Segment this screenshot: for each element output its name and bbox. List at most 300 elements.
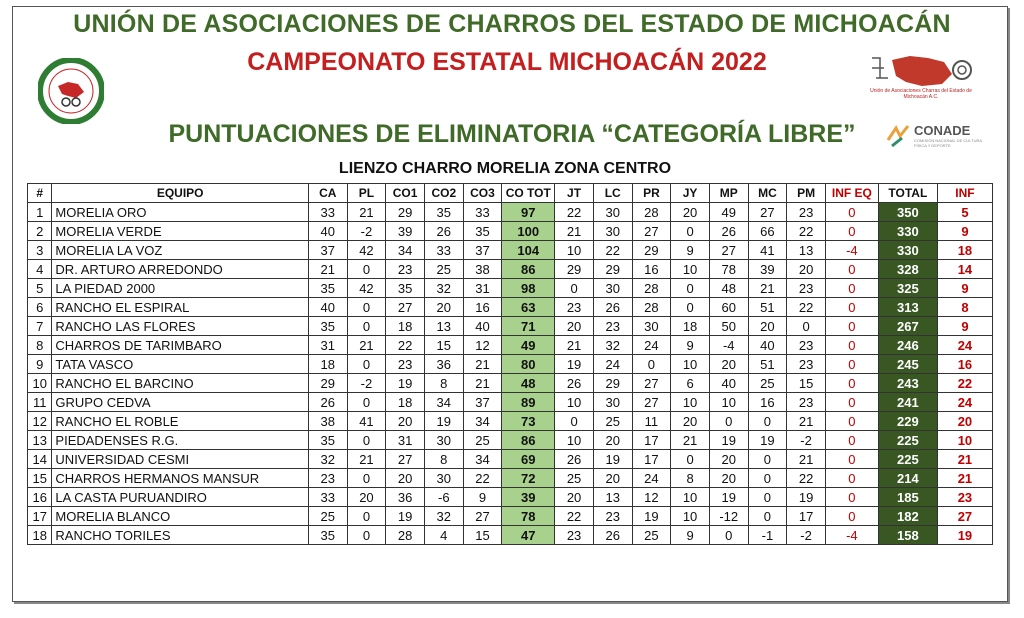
cell-lc: 30	[593, 222, 632, 241]
cell-co3: 15	[463, 526, 502, 545]
cell-mc: 21	[748, 279, 787, 298]
cell-co1: 18	[386, 393, 425, 412]
cell-co-tot: 39	[502, 488, 555, 507]
cell-jy: 18	[671, 317, 710, 336]
column-header-co1: CO1	[386, 184, 425, 203]
cell-total: 214	[878, 469, 937, 488]
cell-inf-eq: 0	[825, 222, 878, 241]
cell-jt: 0	[555, 279, 594, 298]
cell-jy: 21	[671, 431, 710, 450]
cell-total: 225	[878, 450, 937, 469]
cell-pl: 0	[347, 355, 386, 374]
cell-total: 182	[878, 507, 937, 526]
column-header-inf-eq: INF EQ	[825, 184, 878, 203]
cell-mc: 16	[748, 393, 787, 412]
table-row	[28, 298, 993, 317]
cell-jy: 0	[671, 450, 710, 469]
cell-equipo: RANCHO LAS FLORES	[52, 317, 309, 336]
cell-jt: 26	[555, 374, 594, 393]
cell-ca: 32	[308, 450, 347, 469]
cell-pl: 0	[347, 393, 386, 412]
cell-mc: 40	[748, 336, 787, 355]
cell-co1: 27	[386, 450, 425, 469]
cell-co2: 15	[424, 336, 463, 355]
cell-mc: 0	[748, 507, 787, 526]
cell-num: 18	[28, 526, 52, 545]
cell-jy: 10	[671, 355, 710, 374]
cell-pm: 17	[787, 507, 826, 526]
cell-co1: 34	[386, 241, 425, 260]
cell-co-tot: 86	[502, 431, 555, 450]
cell-ca: 38	[308, 412, 347, 431]
cell-mc: 51	[748, 298, 787, 317]
cell-pl: 0	[347, 298, 386, 317]
cell-mc: -1	[748, 526, 787, 545]
cell-co1: 23	[386, 260, 425, 279]
cell-lc: 13	[593, 488, 632, 507]
cell-lc: 30	[593, 279, 632, 298]
cell-co2: 8	[424, 450, 463, 469]
cell-co-tot: 71	[502, 317, 555, 336]
cell-co3: 38	[463, 260, 502, 279]
cell-co3: 16	[463, 298, 502, 317]
cell-total: 229	[878, 412, 937, 431]
cell-co1: 31	[386, 431, 425, 450]
column-header-pl: PL	[347, 184, 386, 203]
cell-co2: 30	[424, 431, 463, 450]
cell-jt: 23	[555, 526, 594, 545]
cell-total: 246	[878, 336, 937, 355]
table-row	[28, 355, 993, 374]
column-header-lc: LC	[593, 184, 632, 203]
cell-equipo: GRUPO CEDVA	[52, 393, 309, 412]
cell-inf: 19	[937, 526, 992, 545]
cell-mp: 26	[709, 222, 748, 241]
cell-total: 225	[878, 431, 937, 450]
cell-jt: 21	[555, 222, 594, 241]
cell-co-tot: 100	[502, 222, 555, 241]
column-header-co2: CO2	[424, 184, 463, 203]
cell-lc: 22	[593, 241, 632, 260]
cell-inf-eq: 0	[825, 374, 878, 393]
cell-inf: 22	[937, 374, 992, 393]
cell-ca: 26	[308, 393, 347, 412]
cell-jt: 10	[555, 431, 594, 450]
cell-pl: 0	[347, 431, 386, 450]
cell-num: 15	[28, 469, 52, 488]
cell-lc: 29	[593, 374, 632, 393]
cell-equipo: RANCHO TORILES	[52, 526, 309, 545]
cell-num: 13	[28, 431, 52, 450]
cell-ca: 37	[308, 241, 347, 260]
cell-jt: 19	[555, 355, 594, 374]
cell-mp: 40	[709, 374, 748, 393]
cell-pm: 21	[787, 412, 826, 431]
cell-mc: 0	[748, 450, 787, 469]
cell-total: 330	[878, 222, 937, 241]
cell-inf: 27	[937, 507, 992, 526]
cell-inf: 9	[937, 317, 992, 336]
cell-num: 4	[28, 260, 52, 279]
cell-co2: 30	[424, 469, 463, 488]
cell-equipo: RANCHO EL BARCINO	[52, 374, 309, 393]
cell-jt: 10	[555, 241, 594, 260]
cell-inf: 9	[937, 222, 992, 241]
cell-jy: 0	[671, 222, 710, 241]
cell-inf-eq: 0	[825, 450, 878, 469]
cell-pl: 0	[347, 507, 386, 526]
cell-pl: -2	[347, 222, 386, 241]
cell-inf: 16	[937, 355, 992, 374]
cell-inf: 24	[937, 393, 992, 412]
cell-jt: 22	[555, 203, 594, 222]
cell-pr: 12	[632, 488, 671, 507]
cell-num: 14	[28, 450, 52, 469]
cell-co-tot: 69	[502, 450, 555, 469]
cell-pr: 27	[632, 393, 671, 412]
cell-co1: 35	[386, 279, 425, 298]
cell-mp: -4	[709, 336, 748, 355]
cell-inf-eq: 0	[825, 412, 878, 431]
cell-co2: 8	[424, 374, 463, 393]
cell-co2: 36	[424, 355, 463, 374]
cell-inf: 20	[937, 412, 992, 431]
cell-co3: 37	[463, 393, 502, 412]
cell-pr: 0	[632, 355, 671, 374]
cell-lc: 19	[593, 450, 632, 469]
cell-num: 7	[28, 317, 52, 336]
cell-co1: 28	[386, 526, 425, 545]
cell-mp: 0	[709, 526, 748, 545]
cell-pl: 0	[347, 526, 386, 545]
cell-co-tot: 98	[502, 279, 555, 298]
cell-inf-eq: 0	[825, 260, 878, 279]
cell-mc: 19	[748, 431, 787, 450]
cell-pl: 21	[347, 336, 386, 355]
cell-inf-eq: 0	[825, 488, 878, 507]
cell-pm: 23	[787, 279, 826, 298]
cell-pr: 30	[632, 317, 671, 336]
column-header-jy: JY	[671, 184, 710, 203]
cell-co-tot: 72	[502, 469, 555, 488]
cell-total: 330	[878, 241, 937, 260]
cell-inf: 23	[937, 488, 992, 507]
cell-inf: 9	[937, 279, 992, 298]
cell-co1: 36	[386, 488, 425, 507]
cell-co1: 29	[386, 203, 425, 222]
table-row	[28, 317, 993, 336]
championship-subtitle: CAMPEONATO ESTATAL MICHOACÁN 2022	[247, 48, 767, 76]
cell-co3: 37	[463, 241, 502, 260]
cell-co3: 9	[463, 488, 502, 507]
cell-inf: 5	[937, 203, 992, 222]
cell-jt: 26	[555, 450, 594, 469]
cell-equipo: RANCHO EL ROBLE	[52, 412, 309, 431]
cell-co2: 32	[424, 507, 463, 526]
cell-mc: 51	[748, 355, 787, 374]
cell-inf: 21	[937, 450, 992, 469]
cell-equipo: MORELIA VERDE	[52, 222, 309, 241]
cell-ca: 21	[308, 260, 347, 279]
table-row	[28, 279, 993, 298]
cell-mp: 60	[709, 298, 748, 317]
cell-co2: 35	[424, 203, 463, 222]
cell-pr: 27	[632, 222, 671, 241]
cell-co2: 26	[424, 222, 463, 241]
cell-co-tot: 86	[502, 260, 555, 279]
cell-mp: 20	[709, 469, 748, 488]
cell-inf-eq: -4	[825, 241, 878, 260]
cell-num: 6	[28, 298, 52, 317]
cell-pm: 23	[787, 355, 826, 374]
cell-total: 158	[878, 526, 937, 545]
cell-jy: 10	[671, 507, 710, 526]
cell-pl: 42	[347, 241, 386, 260]
cell-co2: 20	[424, 298, 463, 317]
table-row	[28, 374, 993, 393]
cell-equipo: UNIVERSIDAD CESMI	[52, 450, 309, 469]
cell-jt: 0	[555, 412, 594, 431]
cell-pr: 19	[632, 507, 671, 526]
table-row	[28, 469, 993, 488]
cell-pm: 0	[787, 317, 826, 336]
cell-pr: 28	[632, 298, 671, 317]
cell-lc: 30	[593, 393, 632, 412]
table-row	[28, 260, 993, 279]
cell-inf-eq: 0	[825, 336, 878, 355]
cell-pm: 20	[787, 260, 826, 279]
cell-jt: 20	[555, 317, 594, 336]
cell-mp: 27	[709, 241, 748, 260]
cell-pl: 20	[347, 488, 386, 507]
cell-equipo: TATA VASCO	[52, 355, 309, 374]
cell-inf-eq: 0	[825, 469, 878, 488]
cell-jy: 8	[671, 469, 710, 488]
cell-co-tot: 63	[502, 298, 555, 317]
cell-mc: 39	[748, 260, 787, 279]
cell-co1: 23	[386, 355, 425, 374]
cell-mp: 50	[709, 317, 748, 336]
cell-co-tot: 48	[502, 374, 555, 393]
cell-inf-eq: 0	[825, 203, 878, 222]
cell-num: 12	[28, 412, 52, 431]
cell-total: 350	[878, 203, 937, 222]
column-header-mp: MP	[709, 184, 748, 203]
column-header-equipo: EQUIPO	[52, 184, 309, 203]
cell-jt: 29	[555, 260, 594, 279]
cell-ca: 40	[308, 298, 347, 317]
cell-co-tot: 104	[502, 241, 555, 260]
cell-mc: 0	[748, 488, 787, 507]
cell-mp: 19	[709, 488, 748, 507]
column-header-total: TOTAL	[878, 184, 937, 203]
cell-co1: 39	[386, 222, 425, 241]
cell-total: 241	[878, 393, 937, 412]
cell-jy: 10	[671, 488, 710, 507]
cell-num: 16	[28, 488, 52, 507]
cell-ca: 33	[308, 203, 347, 222]
cell-pl: 0	[347, 260, 386, 279]
table-row	[28, 241, 993, 260]
cell-pr: 17	[632, 431, 671, 450]
cell-jy: 20	[671, 412, 710, 431]
cell-lc: 23	[593, 507, 632, 526]
cell-pm: 21	[787, 450, 826, 469]
cell-pr: 16	[632, 260, 671, 279]
cell-pr: 25	[632, 526, 671, 545]
cell-inf-eq: 0	[825, 317, 878, 336]
venue-title: LIENZO CHARRO MORELIA ZONA CENTRO	[338, 160, 672, 177]
cell-total: 267	[878, 317, 937, 336]
cell-total: 328	[878, 260, 937, 279]
cell-co3: 22	[463, 469, 502, 488]
cell-num: 10	[28, 374, 52, 393]
cell-co-tot: 89	[502, 393, 555, 412]
column-header-co-tot: CO TOT	[502, 184, 555, 203]
cell-co3: 12	[463, 336, 502, 355]
cell-ca: 35	[308, 431, 347, 450]
table-row	[28, 393, 993, 412]
cell-ca: 33	[308, 488, 347, 507]
cell-pm: 23	[787, 336, 826, 355]
cell-co2: 19	[424, 412, 463, 431]
cell-pr: 11	[632, 412, 671, 431]
cell-co1: 18	[386, 317, 425, 336]
table-row	[28, 431, 993, 450]
cell-ca: 23	[308, 469, 347, 488]
cell-jt: 20	[555, 488, 594, 507]
cell-num: 9	[28, 355, 52, 374]
table-body	[28, 203, 993, 545]
cell-inf-eq: 0	[825, 507, 878, 526]
cell-co2: -6	[424, 488, 463, 507]
cell-co2: 4	[424, 526, 463, 545]
cell-pr: 17	[632, 450, 671, 469]
cell-jy: 10	[671, 260, 710, 279]
cell-pr: 28	[632, 279, 671, 298]
column-header-co3: CO3	[463, 184, 502, 203]
cell-jy: 0	[671, 279, 710, 298]
cell-jy: 20	[671, 203, 710, 222]
cell-co1: 20	[386, 412, 425, 431]
cell-co1: 20	[386, 469, 425, 488]
cell-co3: 34	[463, 450, 502, 469]
cell-num: 11	[28, 393, 52, 412]
cell-total: 325	[878, 279, 937, 298]
cell-mc: 41	[748, 241, 787, 260]
cell-mc: 27	[748, 203, 787, 222]
cell-ca: 40	[308, 222, 347, 241]
cell-inf-eq: 0	[825, 298, 878, 317]
cell-co3: 25	[463, 431, 502, 450]
cell-equipo: MORELIA LA VOZ	[52, 241, 309, 260]
cell-pl: -2	[347, 374, 386, 393]
cell-ca: 29	[308, 374, 347, 393]
cell-co1: 19	[386, 374, 425, 393]
cell-mp: 48	[709, 279, 748, 298]
cell-co3: 34	[463, 412, 502, 431]
cell-co2: 34	[424, 393, 463, 412]
cell-co3: 35	[463, 222, 502, 241]
cell-co3: 21	[463, 374, 502, 393]
cell-lc: 29	[593, 260, 632, 279]
cell-jt: 25	[555, 469, 594, 488]
cell-num: 17	[28, 507, 52, 526]
cell-lc: 20	[593, 469, 632, 488]
cell-inf-eq: 0	[825, 393, 878, 412]
cell-lc: 32	[593, 336, 632, 355]
table-row	[28, 488, 993, 507]
cell-mp: 0	[709, 412, 748, 431]
cell-pl: 21	[347, 450, 386, 469]
cell-co3: 27	[463, 507, 502, 526]
cell-co2: 25	[424, 260, 463, 279]
cell-num: 5	[28, 279, 52, 298]
cell-lc: 23	[593, 317, 632, 336]
cell-mc: 20	[748, 317, 787, 336]
table-row	[28, 222, 993, 241]
cell-jy: 9	[671, 241, 710, 260]
cell-lc: 26	[593, 526, 632, 545]
cell-equipo: CHARROS HERMANOS MANSUR	[52, 469, 309, 488]
cell-mp: 10	[709, 393, 748, 412]
cell-lc: 30	[593, 203, 632, 222]
cell-inf: 21	[937, 469, 992, 488]
cell-jy: 10	[671, 393, 710, 412]
cell-pr: 29	[632, 241, 671, 260]
cell-co-tot: 73	[502, 412, 555, 431]
cell-inf: 18	[937, 241, 992, 260]
cell-pr: 24	[632, 469, 671, 488]
cell-jy: 9	[671, 526, 710, 545]
cell-pm: 15	[787, 374, 826, 393]
column-header-pr: PR	[632, 184, 671, 203]
cell-pm: 13	[787, 241, 826, 260]
cell-equipo: PIEDADENSES R.G.	[52, 431, 309, 450]
cell-equipo: LA PIEDAD 2000	[52, 279, 309, 298]
cell-inf-eq: 0	[825, 431, 878, 450]
cell-pm: 23	[787, 393, 826, 412]
standings-table	[27, 183, 993, 545]
cell-mp: 20	[709, 450, 748, 469]
cell-pm: -2	[787, 431, 826, 450]
cell-co-tot: 97	[502, 203, 555, 222]
cell-equipo: CHARROS DE TARIMBARO	[52, 336, 309, 355]
cell-total: 185	[878, 488, 937, 507]
cell-co3: 40	[463, 317, 502, 336]
cell-co-tot: 80	[502, 355, 555, 374]
column-header-jt: JT	[555, 184, 594, 203]
cell-pr: 24	[632, 336, 671, 355]
cell-co3: 33	[463, 203, 502, 222]
cell-inf-eq: 0	[825, 355, 878, 374]
cell-pl: 21	[347, 203, 386, 222]
cell-mp: 19	[709, 431, 748, 450]
cell-jy: 6	[671, 374, 710, 393]
cell-co2: 32	[424, 279, 463, 298]
cell-co2: 33	[424, 241, 463, 260]
column-header-inf: INF	[937, 184, 992, 203]
cell-co-tot: 47	[502, 526, 555, 545]
cell-num: 8	[28, 336, 52, 355]
cell-inf: 8	[937, 298, 992, 317]
cell-pl: 0	[347, 469, 386, 488]
cell-co1: 27	[386, 298, 425, 317]
cell-total: 245	[878, 355, 937, 374]
cell-inf: 24	[937, 336, 992, 355]
cell-ca: 25	[308, 507, 347, 526]
table-row	[28, 526, 993, 545]
